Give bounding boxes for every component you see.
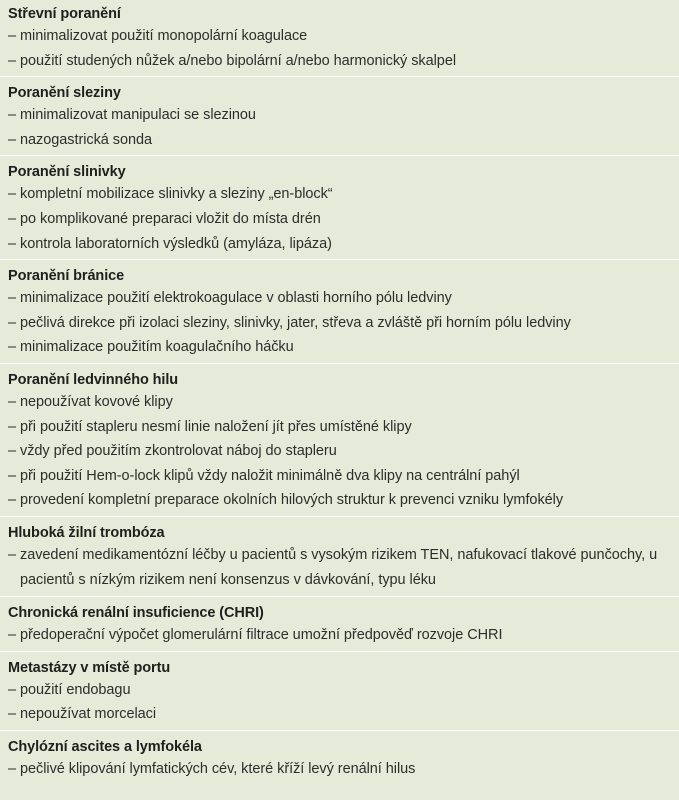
section-heading: Poranění ledvinného hilu bbox=[8, 371, 179, 388]
list-item: – minimalizace použitím koagulačního háčku bbox=[8, 335, 671, 360]
bullet-dash: – bbox=[8, 210, 17, 227]
bullet-dash: – bbox=[8, 28, 17, 44]
bullet-dash: – bbox=[8, 339, 17, 356]
list-item: – zavedení medikamentózní léčby u pacientů s vysokým rizikem TEN, nafukovací tlakové punčochy, u pacientů s nízkým rizikem není konsenzus v dávkování, typu léku bbox=[8, 543, 671, 593]
bullet-dash: – bbox=[8, 52, 17, 69]
list-item: – při použití stapleru nesmí linie naložení jít přes umístěné klipy bbox=[8, 415, 671, 440]
list-item: – provedení kompletní preparace okolních hilových struktur k prevenci vzniku lymfokély bbox=[8, 488, 671, 513]
bullet-dash: – bbox=[8, 235, 17, 252]
section-heading: Metastázy v místě portu bbox=[8, 659, 171, 676]
list-item: – minimalizovat použití monopolární koagulace bbox=[8, 24, 671, 49]
bullet-dash: – bbox=[8, 546, 17, 563]
list-item: – pečlivé klipování lymfatických cév, které kříží levý renální hilus bbox=[8, 757, 671, 782]
section-deep-vein-thrombosis bbox=[8, 523, 671, 593]
bullet-dash: – bbox=[8, 760, 17, 777]
section-heading: Chronická renální insuficience (CHRI) bbox=[8, 604, 264, 621]
bullet-dash: – bbox=[8, 492, 17, 509]
section-divider bbox=[0, 259, 679, 260]
section-heading: Střevní poranění bbox=[8, 6, 121, 22]
bullet-dash: – bbox=[8, 186, 17, 203]
list-item: – minimalizace použití elektrokoagulace v oblasti horního pólu ledviny bbox=[8, 286, 671, 311]
list-item: – použití endobagu bbox=[8, 678, 671, 703]
list-item: – kompletní mobilizace slinivky a sleziny „en-block“ bbox=[8, 182, 671, 207]
section-chylous-ascites bbox=[8, 737, 671, 782]
bullet-dash: – bbox=[8, 681, 17, 698]
section-divider bbox=[0, 596, 679, 597]
section-heading: Poranění slinivky bbox=[8, 164, 126, 181]
list-item: – nepoužívat morcelaci bbox=[8, 702, 671, 727]
list-item: – použití studených nůžek a/nebo bipolární a/nebo harmonický skalpel bbox=[8, 49, 671, 74]
section-divider bbox=[0, 76, 679, 77]
section-pancreas-injury bbox=[8, 162, 671, 256]
section-heading: Hluboká žilní trombóza bbox=[8, 524, 165, 541]
section-port-site-metastases bbox=[8, 658, 671, 727]
list-item: – kontrola laboratorních výsledků (amyláza, lipáza) bbox=[8, 232, 671, 257]
list-item: – po komplikované preparaci vložit do místa drén bbox=[8, 207, 671, 232]
bullet-dash: – bbox=[8, 418, 17, 435]
list-item: – nepoužívat kovové klipy bbox=[8, 390, 671, 415]
section-renal-hilum-injury bbox=[8, 370, 671, 513]
bullet-dash: – bbox=[8, 107, 17, 124]
section-divider bbox=[0, 651, 679, 652]
section-chronic-renal-insufficiency bbox=[8, 603, 671, 648]
bullet-dash: – bbox=[8, 467, 17, 484]
section-heading: Poranění sleziny bbox=[8, 85, 121, 102]
list-item: – předoperační výpočet glomerulární filtrace umožní předpověď rozvoje CHRI bbox=[8, 623, 671, 648]
list-item: – minimalizovat manipulaci se slezinou bbox=[8, 103, 671, 128]
section-heading: Poranění bránice bbox=[8, 268, 125, 285]
bullet-dash: – bbox=[8, 314, 17, 331]
list-item: – vždy před použitím zkontrolovat náboj do stapleru bbox=[8, 439, 671, 464]
list-item: – při použití Hem-o-lock klipů vždy naložit minimálně dva klipy na centrální pahýl bbox=[8, 464, 671, 489]
list-item: – pečlivá direkce při izolaci sleziny, slinivky, jater, střeva a zvláště při horním pólu ledviny bbox=[8, 311, 671, 336]
section-spleen-injury bbox=[8, 83, 671, 152]
bullet-dash: – bbox=[8, 443, 17, 460]
bullet-dash: – bbox=[8, 290, 17, 307]
section-divider bbox=[0, 730, 679, 731]
section-heading: Chylózní ascites a lymfokéla bbox=[8, 738, 202, 755]
bullet-dash: – bbox=[8, 706, 17, 723]
section-divider bbox=[0, 516, 679, 517]
section-divider bbox=[0, 155, 679, 156]
bullet-dash: – bbox=[8, 393, 17, 410]
section-intestinal-injury bbox=[8, 4, 671, 73]
section-divider bbox=[0, 363, 679, 364]
section-diaphragm-injury bbox=[8, 266, 671, 360]
bullet-dash: – bbox=[8, 131, 17, 148]
list-item: – nazogastrická sonda bbox=[8, 128, 671, 153]
bullet-dash: – bbox=[8, 626, 17, 643]
